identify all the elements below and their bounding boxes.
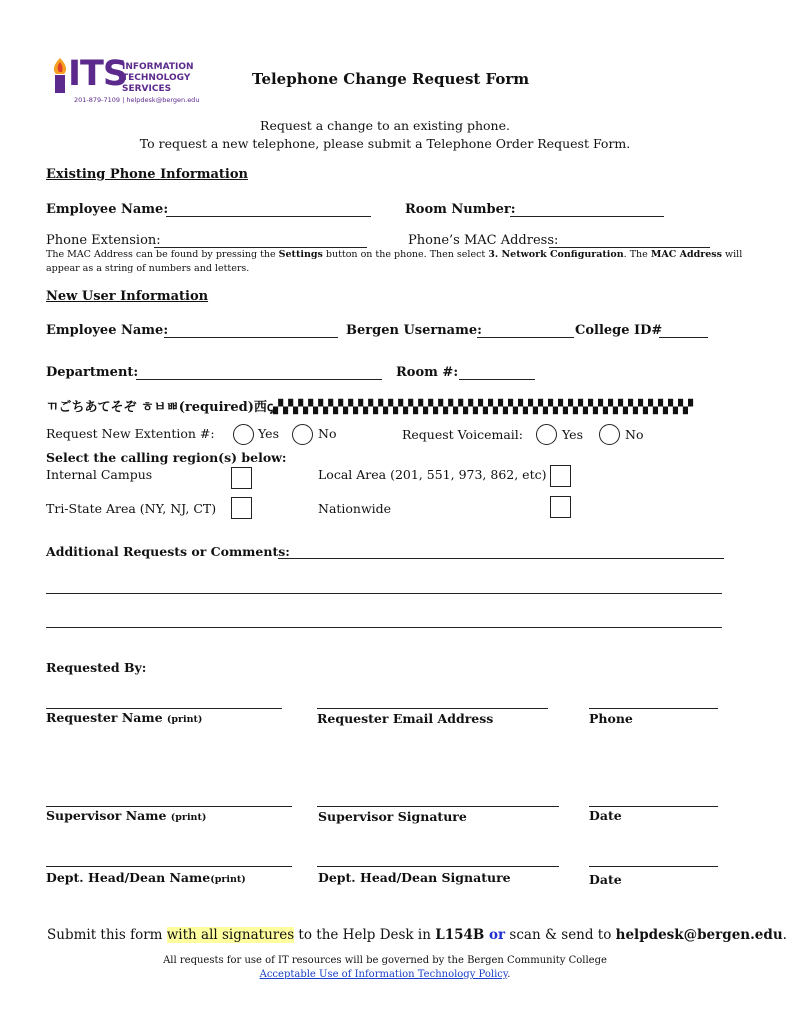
mac-note-netconf: 3. Network Configuration xyxy=(488,249,624,260)
dept-head-name-field[interactable] xyxy=(46,866,292,867)
local-area-checkbox[interactable] xyxy=(550,465,571,487)
new-room-label: Room #: xyxy=(396,365,459,380)
internal-campus-label: Internal Campus xyxy=(46,467,153,482)
existing-room-number-label: Room Number: xyxy=(405,202,516,217)
requester-phone-field[interactable] xyxy=(589,708,718,709)
new-user-heading: New User Information xyxy=(46,289,209,304)
mac-address-label: Phone’s MAC Address: xyxy=(408,233,559,248)
supervisor-name-print: (print) xyxy=(170,812,207,823)
supervisor-name-label xyxy=(46,808,206,823)
additional-requests-field-1[interactable] xyxy=(278,558,724,559)
torch-icon xyxy=(50,56,70,94)
existing-employee-name-label: Employee Name: xyxy=(46,202,169,217)
nationwide-checkbox[interactable] xyxy=(550,496,571,518)
mac-note-line-2: appear as a string of numbers and letters. xyxy=(46,263,250,274)
requester-email-label: Requester Email Address xyxy=(317,711,494,726)
supervisor-date-field[interactable] xyxy=(589,806,718,807)
department-label: Department: xyxy=(46,365,139,380)
new-room-field[interactable] xyxy=(459,379,535,380)
supervisor-date-label: Date xyxy=(589,808,622,823)
mac-note-text-d: will xyxy=(721,249,743,260)
submit-period: . xyxy=(782,927,787,943)
phone-extension-field[interactable] xyxy=(154,247,367,248)
extension-yes-label: Yes xyxy=(258,426,279,441)
logo-line2: TECHNOLOGY xyxy=(122,73,191,83)
existing-room-number-field[interactable] xyxy=(510,216,664,217)
local-area-label: Local Area (201, 551, 973, 862, etc) xyxy=(318,467,547,482)
mac-note-mac: MAC Address xyxy=(650,249,722,260)
requested-by-label: Requested By: xyxy=(46,660,147,675)
existing-employee-name-field[interactable] xyxy=(166,216,371,217)
tristate-checkbox[interactable] xyxy=(231,497,252,519)
calling-region-heading: Select the calling region(s) below: xyxy=(46,450,287,465)
mac-note-text-b: button on the phone. Then select xyxy=(322,249,489,260)
requester-name-label xyxy=(46,710,202,725)
mac-note-settings: Settings xyxy=(278,249,323,260)
department-field[interactable] xyxy=(136,379,382,380)
logo-line3: SERVICES xyxy=(122,84,172,94)
intro-line-1: Request a change to an existing phone. xyxy=(260,118,510,133)
nationwide-label: Nationwide xyxy=(318,501,392,516)
phone-label: Phone xyxy=(589,711,633,726)
policy-period: . xyxy=(507,969,511,980)
request-voicemail-label: Request Voicemail: xyxy=(402,427,523,442)
voicemail-no-radio[interactable] xyxy=(599,424,620,445)
dept-head-name-label xyxy=(46,870,246,885)
logo-contact: 201-879-7109 | helpdesk@bergen.edu xyxy=(74,96,200,104)
submit-text-a: Submit this form xyxy=(47,927,167,943)
requester-name-text: Requester Name xyxy=(46,710,163,725)
phone-extension-label: Phone Extension: xyxy=(46,233,161,248)
dept-head-name-text: Dept. Head/Dean Name xyxy=(46,870,211,885)
additional-requests-field-3[interactable] xyxy=(46,627,722,628)
college-id-label: College ID# xyxy=(575,323,663,338)
dept-head-signature-field[interactable] xyxy=(317,866,559,867)
requester-email-field[interactable] xyxy=(317,708,548,709)
submit-or: or xyxy=(484,927,506,943)
internal-campus-checkbox[interactable] xyxy=(231,467,252,489)
bergen-username-field[interactable] xyxy=(477,337,574,338)
garbled-line: ㄲごちあてそぞ ㅎㅂㅃ(required)西ꞔ▞▞▞▞▞▞▞▞▞▞▞▞▞▞▞▞▞▞▞▞▞▞▞▞▞▞▞▞▞▞▞▞▞▞▞▞▞▞▞▞▞▞ xyxy=(46,400,694,415)
policy-link-line xyxy=(0,969,770,980)
submit-room: L154B xyxy=(435,927,485,943)
extension-yes-radio[interactable] xyxy=(233,424,254,445)
page-title: Telephone Change Request Form xyxy=(252,70,530,88)
its-logo xyxy=(50,56,210,106)
policy-link[interactable]: Acceptable Use of Information Technology Policy xyxy=(259,969,508,980)
submit-text-b: to the Help Desk in xyxy=(294,927,436,943)
dept-head-date-label: Date xyxy=(589,872,622,887)
extension-no-radio[interactable] xyxy=(292,424,313,445)
supervisor-name-text: Supervisor Name xyxy=(46,808,167,823)
mac-address-field[interactable] xyxy=(549,247,710,248)
bergen-username-label: Bergen Username: xyxy=(346,323,482,338)
voicemail-no-label: No xyxy=(625,427,644,442)
college-id-field[interactable] xyxy=(659,337,708,338)
additional-requests-label: Additional Requests or Comments: xyxy=(46,544,290,559)
requester-name-print: (print) xyxy=(166,714,203,725)
request-extension-label: Request New Extention #: xyxy=(46,426,215,441)
dept-head-signature-label: Dept. Head/Dean Signature xyxy=(318,870,511,885)
supervisor-signature-label: Supervisor Signature xyxy=(318,809,467,824)
submit-instructions xyxy=(47,927,787,943)
additional-requests-field-2[interactable] xyxy=(46,593,722,594)
tristate-label: Tri-State Area (NY, NJ, CT) xyxy=(46,501,217,516)
new-employee-name-label: Employee Name: xyxy=(46,323,169,338)
extension-no-label: No xyxy=(318,426,337,441)
requester-name-field[interactable] xyxy=(46,708,282,709)
supervisor-name-field[interactable] xyxy=(46,806,292,807)
policy-line: All requests for use of IT resources will be governed by the Bergen Community College xyxy=(163,955,607,966)
dept-head-name-print: (print) xyxy=(210,874,246,885)
submit-text-c: scan & send to xyxy=(505,927,616,943)
voicemail-yes-label: Yes xyxy=(562,427,583,442)
mac-note-text-c: . The xyxy=(623,249,651,260)
supervisor-signature-field[interactable] xyxy=(317,806,559,807)
mac-note-line-1 xyxy=(46,249,742,260)
existing-heading: Existing Phone Information xyxy=(46,167,248,182)
submit-highlight: with all signatures xyxy=(166,927,295,943)
voicemail-yes-radio[interactable] xyxy=(536,424,557,445)
dept-head-date-field[interactable] xyxy=(589,866,718,867)
new-employee-name-field[interactable] xyxy=(164,337,338,338)
helpdesk-email[interactable]: helpdesk@bergen.edu xyxy=(615,927,783,943)
mac-note-text-a: The MAC Address can be found by pressing the xyxy=(46,249,279,260)
logo-line1: INFORMATION xyxy=(122,62,194,72)
intro-line-2: To request a new telephone, please submit a Telephone Order Request Form. xyxy=(139,136,631,151)
logo-letters: ITS xyxy=(68,54,128,94)
